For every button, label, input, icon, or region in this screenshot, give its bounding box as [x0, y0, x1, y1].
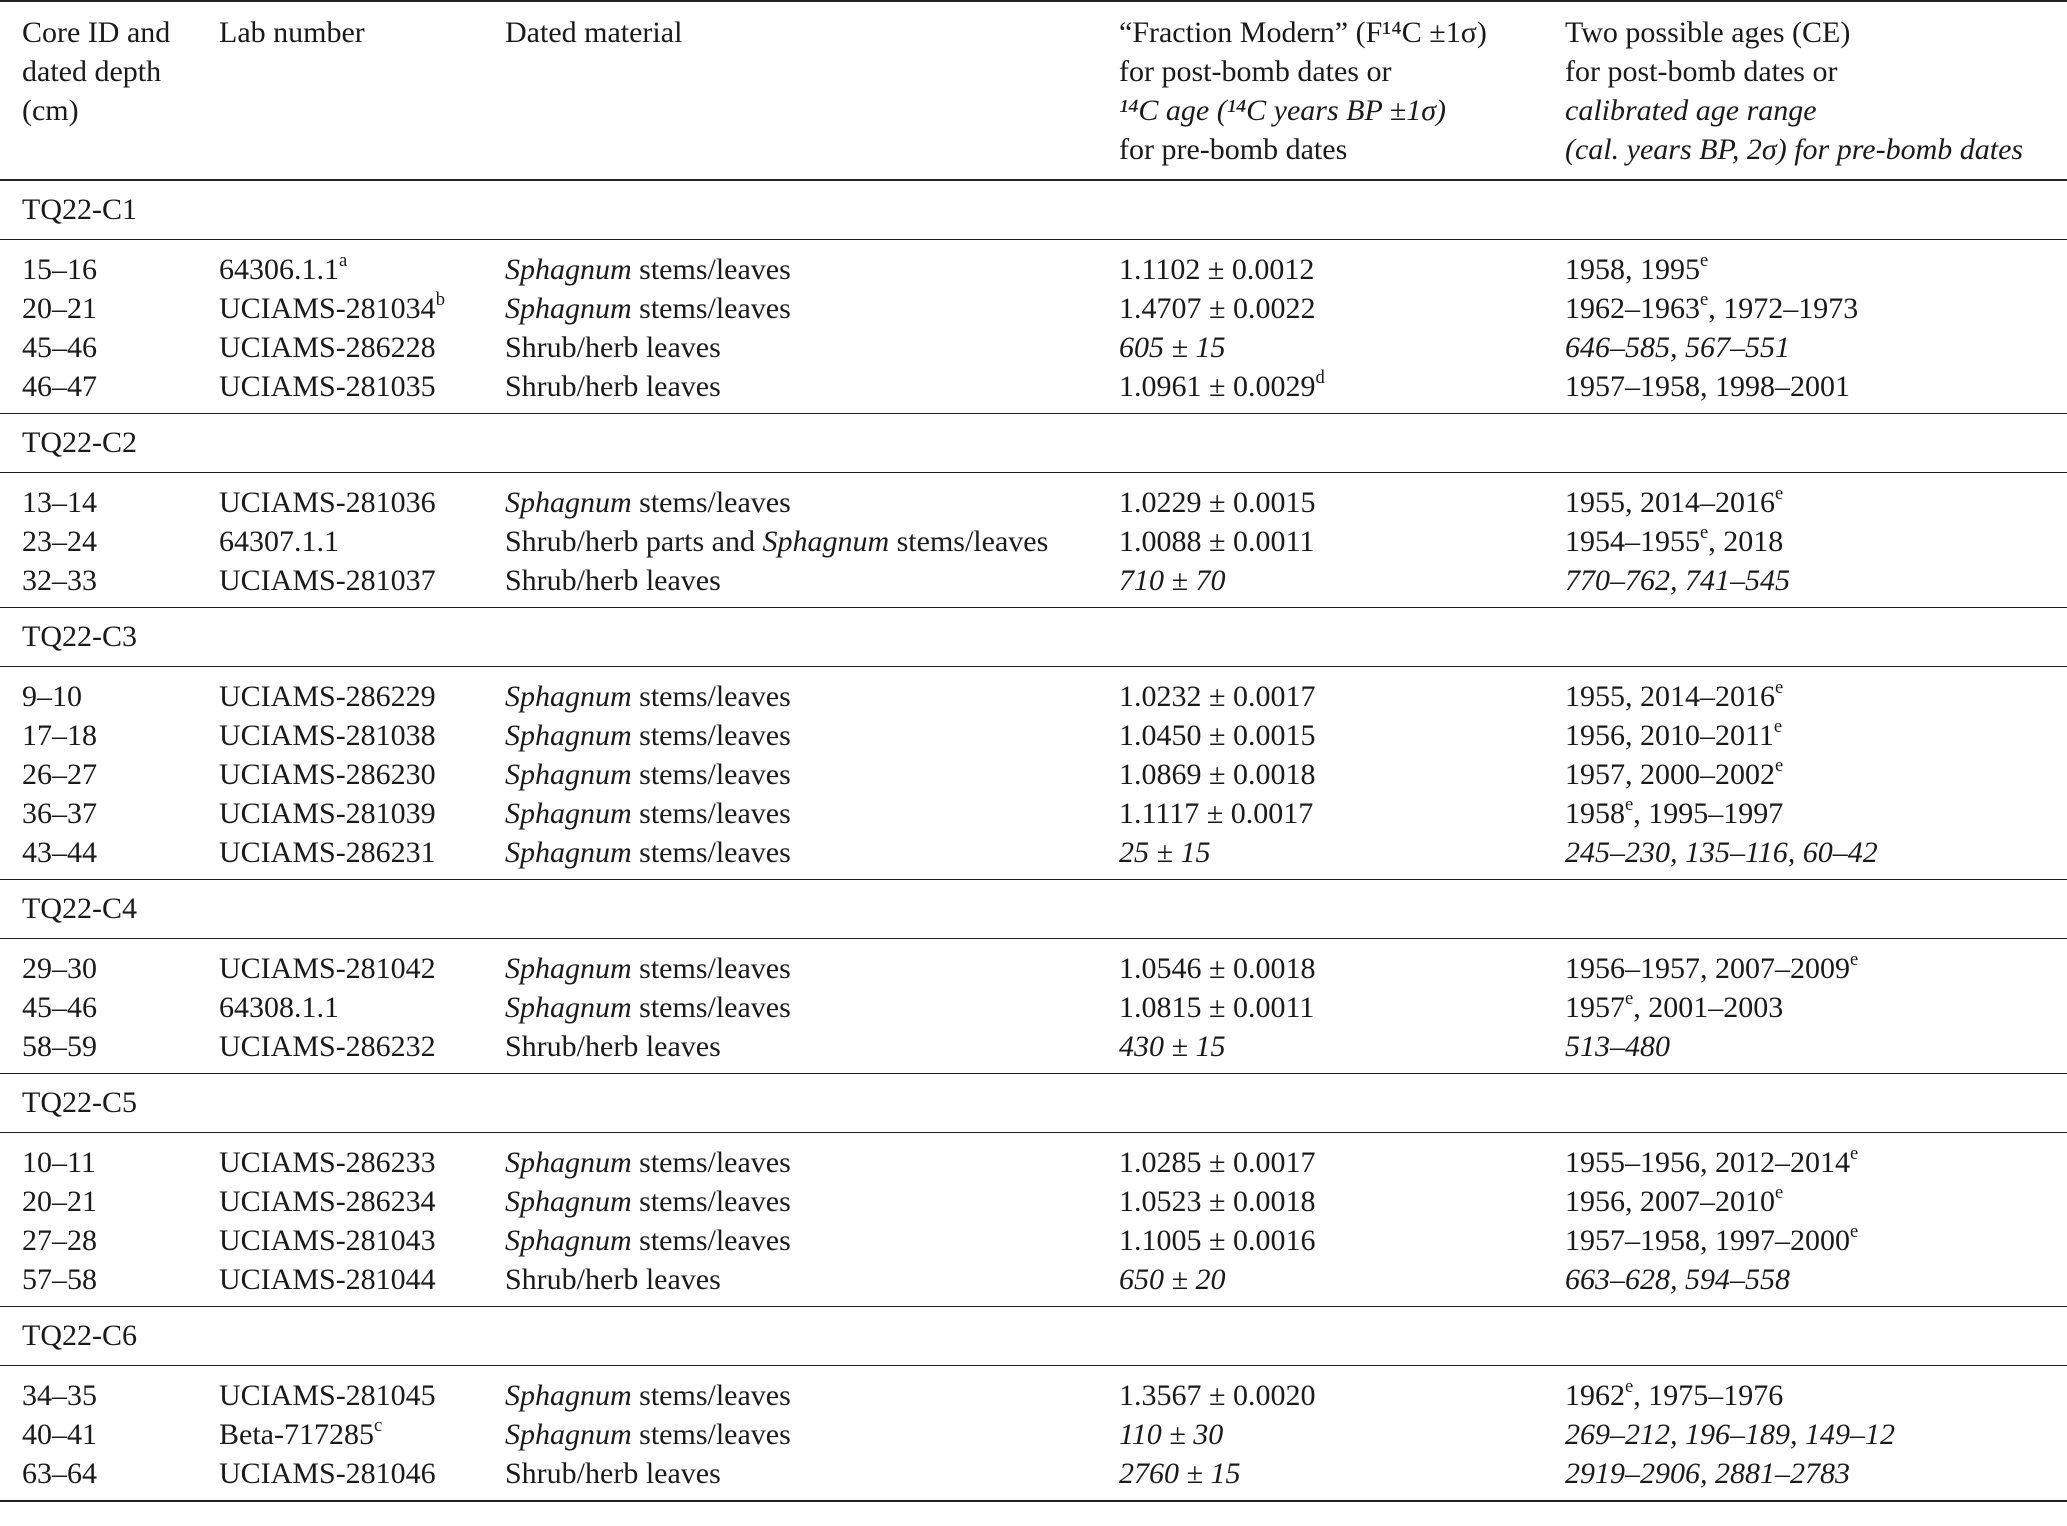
header-lab-number: Lab number	[219, 16, 365, 49]
header-dated-material: Dated material	[505, 16, 683, 49]
material-text: stems/leaves	[631, 952, 791, 985]
footnote-marker: e	[1700, 250, 1709, 272]
material-cell	[505, 833, 1119, 880]
fraction-modern-cell	[1119, 1221, 1565, 1260]
age-range: 2919–2906, 2881–2783	[1565, 1457, 1850, 1490]
ages-cell	[1565, 1454, 2067, 1501]
lab-number: 64307.1.1	[219, 525, 339, 558]
age-range: 1962	[1565, 1379, 1625, 1412]
table-row	[0, 1260, 2067, 1307]
depth-cell: 15–16	[0, 240, 219, 290]
material-text: stems/leaves	[889, 525, 1049, 558]
footnote-marker: e	[1850, 1221, 1859, 1243]
age-range: 1954–1955	[1565, 525, 1700, 558]
measured-value: 650 ± 20	[1119, 1263, 1226, 1296]
age-range-tail: , 1972–1973	[1708, 292, 1859, 325]
core-id: TQ22-C4	[0, 880, 2067, 939]
age-range: 1955, 2014–2016	[1565, 486, 1775, 519]
lab-number-cell	[219, 1221, 505, 1260]
fraction-modern-cell	[1119, 755, 1565, 794]
core-id: TQ22-C3	[0, 608, 2067, 667]
depth-cell: 57–58	[22, 1263, 97, 1296]
depth-cell: 9–10	[0, 667, 219, 717]
lab-number: UCIAMS-281043	[219, 1224, 436, 1257]
ages-cell	[1565, 522, 2067, 561]
table-row	[0, 240, 2067, 290]
material-cell	[505, 1366, 1119, 1416]
core-group-row	[0, 880, 2067, 939]
material-cell	[505, 755, 1119, 794]
age-range: 269–212, 196–189, 149–12	[1565, 1418, 1895, 1451]
fraction-modern-cell	[1119, 1366, 1565, 1416]
measured-value: 1.0546 ± 0.0018	[1119, 952, 1316, 985]
material-text: stems/leaves	[631, 486, 791, 519]
age-range: 1956, 2007–2010	[1565, 1185, 1775, 1218]
material-cell	[505, 988, 1119, 1027]
depth-cell: 46–47	[22, 370, 97, 403]
footnote-marker: e	[1850, 949, 1859, 971]
material-cell	[505, 1221, 1119, 1260]
material-cell	[505, 289, 1119, 328]
material-text: Shrub/herb leaves	[505, 370, 721, 403]
ages-cell	[1565, 716, 2067, 755]
table-row	[0, 988, 2067, 1027]
material-cell	[505, 1454, 1119, 1501]
table-row	[0, 1415, 2067, 1454]
lab-number-cell	[219, 833, 505, 880]
ages-cell	[1565, 240, 2067, 290]
depth-cell: 34–35	[0, 1366, 219, 1416]
measured-value: 1.0088 ± 0.0011	[1119, 525, 1315, 558]
age-range-tail: , 2018	[1708, 525, 1784, 558]
lab-number-cell	[219, 367, 505, 414]
lab-number: UCIAMS-281042	[219, 952, 436, 985]
depth-cell: 45–46	[22, 991, 97, 1024]
lab-number-cell	[219, 755, 505, 794]
depth-cell: 45–46	[22, 331, 97, 364]
ages-cell	[1565, 667, 2067, 717]
core-id: TQ22-C1	[0, 180, 2067, 240]
table-row	[0, 1133, 2067, 1183]
depth-cell: 23–24	[22, 525, 97, 558]
material-text: stems/leaves	[631, 991, 791, 1024]
material-text: stems/leaves	[631, 1224, 791, 1257]
depth-cell: 20–21	[22, 292, 97, 325]
age-range: 1957	[1565, 991, 1625, 1024]
core-group-row	[0, 1074, 2067, 1133]
ages-cell	[1565, 833, 2067, 880]
table-row	[0, 1027, 2067, 1074]
material-cell	[505, 1027, 1119, 1074]
footnote-marker: a	[339, 250, 348, 272]
measured-value: 2760 ± 15	[1119, 1457, 1241, 1490]
material-text: Shrub/herb parts and	[505, 525, 763, 558]
ages-cell	[1565, 939, 2067, 989]
lab-number: UCIAMS-286233	[219, 1146, 436, 1179]
material-text: Shrub/herb leaves	[505, 331, 721, 364]
core-group-row	[0, 414, 2067, 473]
material-text: stems/leaves	[631, 253, 791, 286]
table-row	[0, 1182, 2067, 1221]
lab-number: UCIAMS-286230	[219, 758, 436, 791]
ages-cell	[1565, 561, 2067, 608]
depth-cell: 13–14	[0, 473, 219, 523]
footnote-marker: d	[1315, 367, 1325, 389]
core-group-row	[0, 1307, 2067, 1366]
core-group-row	[0, 180, 2067, 240]
fraction-modern-cell	[1119, 473, 1565, 523]
age-range: 1962–1963	[1565, 292, 1700, 325]
taxon-name: Sphagnum	[505, 292, 632, 325]
lab-number-cell	[219, 240, 505, 290]
material-text: Shrub/herb leaves	[505, 1263, 721, 1296]
lab-number: UCIAMS-286229	[219, 680, 436, 713]
ages-cell	[1565, 794, 2067, 833]
taxon-name: Sphagnum	[505, 1224, 632, 1257]
depth-cell: 10–11	[0, 1133, 219, 1183]
taxon-name: Sphagnum	[505, 1379, 632, 1412]
taxon-name: Sphagnum	[505, 1146, 632, 1179]
measured-value: 1.0961 ± 0.0029	[1119, 370, 1316, 403]
lab-number-cell	[219, 1415, 505, 1454]
table-row	[0, 755, 2067, 794]
material-text: Shrub/herb leaves	[505, 1457, 721, 1490]
measured-value: 1.1102 ± 0.0012	[1119, 253, 1315, 286]
measured-value: 710 ± 70	[1119, 564, 1226, 597]
lab-number-cell	[219, 328, 505, 367]
header-core-depth: Core ID and dated depth (cm)	[22, 16, 171, 127]
material-text: stems/leaves	[631, 1185, 791, 1218]
ages-cell	[1565, 988, 2067, 1027]
lab-number-cell	[219, 1027, 505, 1074]
material-text: stems/leaves	[631, 1146, 791, 1179]
material-cell	[505, 561, 1119, 608]
age-range: 1957, 2000–2002	[1565, 758, 1775, 791]
material-text: Shrub/herb leaves	[505, 564, 721, 597]
measured-value: 1.4707 ± 0.0022	[1119, 292, 1316, 325]
age-range: 770–762, 741–545	[1565, 564, 1790, 597]
material-text: Sphagnum	[762, 525, 890, 558]
material-text: stems/leaves	[631, 292, 791, 325]
ages-cell	[1565, 1260, 2067, 1307]
material-cell	[505, 794, 1119, 833]
table-row	[0, 1366, 2067, 1416]
lab-number: UCIAMS-281036	[219, 486, 436, 519]
lab-number-cell	[219, 1366, 505, 1416]
fraction-modern-cell	[1119, 1454, 1565, 1501]
fraction-modern-cell	[1119, 240, 1565, 290]
material-cell	[505, 1260, 1119, 1307]
depth-cell: 58–59	[22, 1030, 97, 1063]
table-row	[0, 939, 2067, 989]
fraction-modern-cell	[1119, 1027, 1565, 1074]
measured-value: 1.0450 ± 0.0015	[1119, 719, 1316, 752]
material-cell	[505, 522, 1119, 561]
taxon-name: Sphagnum	[505, 719, 632, 752]
lab-number-cell	[219, 939, 505, 989]
material-cell	[505, 1182, 1119, 1221]
core-id: TQ22-C5	[0, 1074, 2067, 1133]
ages-cell	[1565, 1415, 2067, 1454]
table-row	[0, 716, 2067, 755]
lab-number-cell	[219, 794, 505, 833]
age-range-tail: , 1995–1997	[1633, 797, 1784, 830]
lab-number-cell	[219, 1182, 505, 1221]
lab-number: UCIAMS-281044	[219, 1263, 436, 1296]
table-body	[0, 180, 2067, 1501]
age-range: 1956, 2010–2011	[1565, 719, 1774, 752]
taxon-name: Sphagnum	[505, 1418, 632, 1451]
material-cell	[505, 473, 1119, 523]
measured-value: 1.0523 ± 0.0018	[1119, 1185, 1316, 1218]
material-cell	[505, 716, 1119, 755]
core-id: TQ22-C6	[0, 1307, 2067, 1366]
footnote-marker: b	[435, 289, 445, 311]
age-range-tail: , 2001–2003	[1633, 991, 1784, 1024]
lab-number: UCIAMS-281046	[219, 1457, 436, 1490]
measured-value: 25 ± 15	[1119, 836, 1211, 869]
lab-number-cell	[219, 1133, 505, 1183]
fraction-modern-cell	[1119, 1415, 1565, 1454]
age-range: 1958	[1565, 797, 1625, 830]
lab-number-cell	[219, 988, 505, 1027]
fraction-modern-cell	[1119, 667, 1565, 717]
taxon-name: Sphagnum	[505, 991, 632, 1024]
ages-cell	[1565, 1133, 2067, 1183]
age-range: 1958, 1995	[1565, 253, 1700, 286]
lab-number: UCIAMS-286228	[219, 331, 436, 364]
depth-cell: 29–30	[0, 939, 219, 989]
depth-cell: 36–37	[22, 797, 97, 830]
measured-value: 1.1005 ± 0.0016	[1119, 1224, 1316, 1257]
age-range: 513–480	[1565, 1030, 1670, 1063]
lab-number: UCIAMS-281045	[219, 1379, 436, 1412]
age-range: 1955, 2014–2016	[1565, 680, 1775, 713]
footnote-marker: e	[1625, 1376, 1634, 1398]
table-row	[0, 833, 2067, 880]
material-cell	[505, 1415, 1119, 1454]
ages-cell	[1565, 367, 2067, 414]
measured-value: 1.1117 ± 0.0017	[1119, 797, 1314, 830]
fraction-modern-cell	[1119, 1260, 1565, 1307]
taxon-name: Sphagnum	[505, 1185, 632, 1218]
measured-value: 1.0232 ± 0.0017	[1119, 680, 1316, 713]
core-id: TQ22-C2	[0, 414, 2067, 473]
footnote-marker: e	[1700, 522, 1709, 544]
table-row	[0, 289, 2067, 328]
fraction-modern-cell	[1119, 716, 1565, 755]
taxon-name: Sphagnum	[505, 758, 632, 791]
table-row	[0, 794, 2067, 833]
footnote-marker: e	[1775, 1182, 1784, 1204]
material-cell	[505, 240, 1119, 290]
age-range: 1956–1957, 2007–2009	[1565, 952, 1850, 985]
material-text: stems/leaves	[631, 680, 791, 713]
footnote-marker: e	[1700, 289, 1709, 311]
measured-value: 1.0229 ± 0.0015	[1119, 486, 1316, 519]
measured-value: 1.0285 ± 0.0017	[1119, 1146, 1316, 1179]
footnote-marker: e	[1850, 1143, 1859, 1165]
material-cell	[505, 367, 1119, 414]
ages-cell	[1565, 1182, 2067, 1221]
material-text: stems/leaves	[631, 797, 791, 830]
material-text: stems/leaves	[631, 836, 791, 869]
taxon-name: Sphagnum	[505, 836, 632, 869]
footnote-marker: e	[1625, 794, 1634, 816]
lab-number-cell	[219, 1454, 505, 1501]
core-group-row	[0, 608, 2067, 667]
footnote-marker: c	[373, 1415, 383, 1437]
lab-number: UCIAMS-286232	[219, 1030, 436, 1063]
lab-number: UCIAMS-281038	[219, 719, 436, 752]
depth-cell: 27–28	[22, 1224, 97, 1257]
table-row	[0, 1221, 2067, 1260]
age-range-tail: , 1975–1976	[1633, 1379, 1784, 1412]
lab-number-cell	[219, 561, 505, 608]
depth-cell: 43–44	[22, 836, 97, 869]
measured-value: 430 ± 15	[1119, 1030, 1226, 1063]
table-row	[0, 667, 2067, 717]
ages-cell	[1565, 328, 2067, 367]
depth-cell: 32–33	[22, 564, 97, 597]
measured-value: 1.0815 ± 0.0011	[1119, 991, 1315, 1024]
fraction-modern-cell	[1119, 939, 1565, 989]
fraction-modern-cell	[1119, 522, 1565, 561]
taxon-name: Sphagnum	[505, 797, 632, 830]
table-row	[0, 522, 2067, 561]
material-cell	[505, 667, 1119, 717]
lab-number: 64306.1.1	[219, 253, 339, 286]
material-cell	[505, 939, 1119, 989]
lab-number: Beta-717285	[219, 1418, 374, 1451]
ages-cell	[1565, 1027, 2067, 1074]
age-range: 663–628, 594–558	[1565, 1263, 1790, 1296]
fraction-modern-cell	[1119, 988, 1565, 1027]
fraction-modern-cell	[1119, 1182, 1565, 1221]
table-row	[0, 561, 2067, 608]
taxon-name: Sphagnum	[505, 253, 632, 286]
measured-value: 605 ± 15	[1119, 331, 1226, 364]
ages-cell	[1565, 473, 2067, 523]
table-row	[0, 367, 2067, 414]
table-header	[0, 1, 2067, 180]
lab-number-cell	[219, 1260, 505, 1307]
fraction-modern-cell	[1119, 833, 1565, 880]
header-row	[0, 1, 2067, 180]
footnote-marker: e	[1775, 677, 1784, 699]
footnote-marker: e	[1773, 716, 1783, 738]
lab-number: UCIAMS-281039	[219, 797, 436, 830]
fraction-modern-cell	[1119, 794, 1565, 833]
footnote-marker: e	[1775, 483, 1784, 505]
lab-number: UCIAMS-286234	[219, 1185, 436, 1218]
header-fraction-modern: “Fraction Modern” (F¹⁴C ±1σ) for post-bomb dates or ¹⁴C age (¹⁴C years BP ±1σ) for pre-bomb dates	[1119, 16, 1487, 166]
fraction-modern-cell	[1119, 561, 1565, 608]
material-text: stems/leaves	[631, 1418, 791, 1451]
ages-cell	[1565, 1366, 2067, 1416]
material-text: stems/leaves	[631, 1379, 791, 1412]
fraction-modern-cell	[1119, 289, 1565, 328]
age-range: 245–230, 135–116, 60–42	[1565, 836, 1878, 869]
depth-cell: 63–64	[22, 1457, 97, 1490]
fraction-modern-cell	[1119, 367, 1565, 414]
age-range: 1955–1956, 2012–2014	[1565, 1146, 1850, 1179]
ages-cell	[1565, 755, 2067, 794]
table-row	[0, 328, 2067, 367]
ages-cell	[1565, 1221, 2067, 1260]
material-text: stems/leaves	[631, 719, 791, 752]
depth-cell: 26–27	[22, 758, 97, 791]
fraction-modern-cell	[1119, 328, 1565, 367]
lab-number-cell	[219, 289, 505, 328]
fraction-modern-cell	[1119, 1133, 1565, 1183]
material-cell	[505, 1133, 1119, 1183]
table-row	[0, 1454, 2067, 1501]
taxon-name: Sphagnum	[505, 680, 632, 713]
footnote-marker: e	[1625, 988, 1634, 1010]
material-text: stems/leaves	[631, 758, 791, 791]
taxon-name: Sphagnum	[505, 952, 632, 985]
lab-number-cell	[219, 716, 505, 755]
taxon-name: Sphagnum	[505, 486, 632, 519]
depth-cell: 17–18	[22, 719, 97, 752]
lab-number: UCIAMS-286231	[219, 836, 436, 869]
lab-number: UCIAMS-281035	[219, 370, 436, 403]
lab-number-cell	[219, 473, 505, 523]
footnote-marker: e	[1775, 755, 1784, 777]
depth-cell: 40–41	[22, 1418, 97, 1451]
header-possible-ages: Two possible ages (CE) for post-bomb dates or calibrated age range (cal. years BP, 2σ) for pre-bomb dates	[1565, 16, 2024, 166]
measured-value: 1.0869 ± 0.0018	[1119, 758, 1316, 791]
age-range: 1957–1958, 1997–2000	[1565, 1224, 1850, 1257]
ages-cell	[1565, 289, 2067, 328]
lab-number: UCIAMS-281037	[219, 564, 436, 597]
age-range: 1957–1958, 1998–2001	[1565, 370, 1850, 403]
measured-value: 110 ± 30	[1119, 1418, 1224, 1451]
lab-number-cell	[219, 522, 505, 561]
lab-number-cell	[219, 667, 505, 717]
measured-value: 1.3567 ± 0.0020	[1119, 1379, 1316, 1412]
depth-cell: 20–21	[22, 1185, 97, 1218]
material-text: Shrub/herb leaves	[505, 1030, 721, 1063]
age-range: 646–585, 567–551	[1565, 331, 1790, 364]
table-row	[0, 473, 2067, 523]
lab-number: 64308.1.1	[219, 991, 339, 1024]
material-cell	[505, 328, 1119, 367]
lab-number: UCIAMS-281034	[219, 292, 436, 325]
